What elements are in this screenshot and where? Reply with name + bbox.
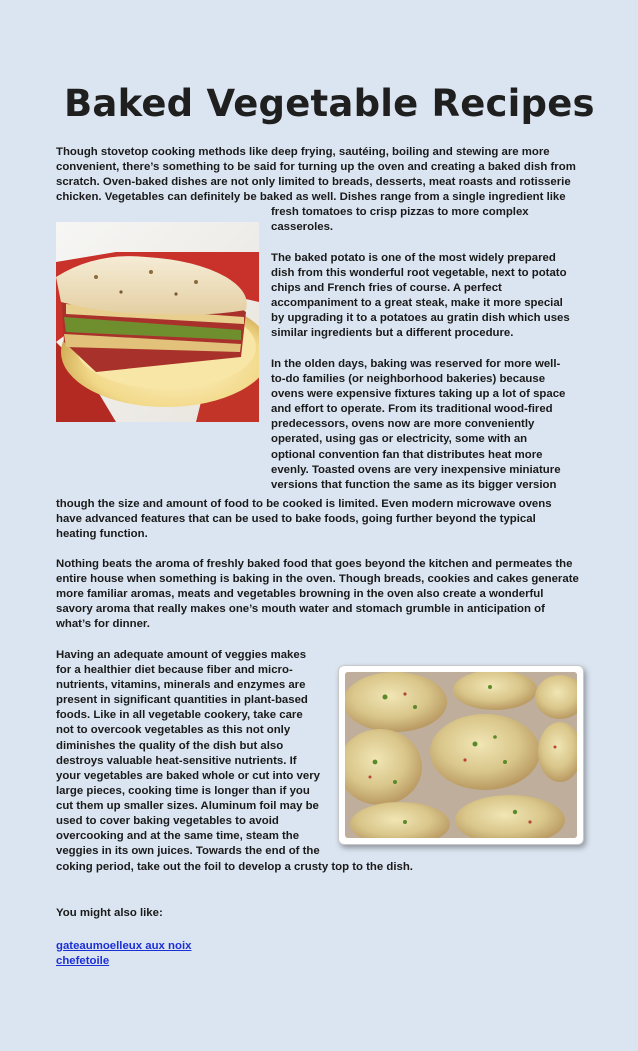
intro-paragraph (56, 145, 576, 205)
column-paragraph-3 (271, 357, 571, 493)
text-line: to-do families (or neighborhood bakeries) because (271, 373, 546, 386)
text-line: foods. Like in all vegetable cookery, take care (56, 709, 303, 722)
veggie-patties-photo (338, 665, 584, 845)
related-links (56, 939, 576, 969)
paragraph-continued (56, 497, 576, 542)
link-gateau[interactable]: gateaumoelleux aux noix (56, 940, 192, 952)
text-line: and effort to operate. From its traditional wood-fired (271, 403, 553, 416)
text-line: present in significant quantities in plant-based (56, 694, 308, 707)
text-line: accompaniment to a great steak, make it more special (271, 297, 563, 310)
text-line: predecessors, ovens now are more conveniently (271, 418, 535, 431)
text-line: your vegetables are baked whole or cut into very (56, 769, 320, 782)
text-line: Though stovetop cooking methods like deep frying, sautéing, boiling and stewing are more (56, 146, 550, 158)
text-line: chips and French fries of course. A perfect (271, 282, 502, 295)
text-line: casseroles. (271, 221, 334, 234)
text-line: though the size and amount of food to be cooked is limited. Even modern microwave ovens (56, 498, 552, 510)
text-line: not to overcook vegetables as this not only (56, 724, 291, 737)
aroma-paragraph (56, 557, 579, 632)
text-line: veggies in its own juices. Towards the end of the (56, 845, 320, 858)
text-line: scratch. Oven-baked dishes are not only limited to breads, desserts, meat roasts and rotisserie (56, 176, 571, 189)
text-line: coking period, take out the foil to develop a crusty top to the dish. (56, 861, 413, 873)
text-line: In the olden days, baking was reserved for more well- (271, 358, 561, 370)
text-line: entire house when something is baking in the oven. Though breads, cookies and cakes generate (56, 573, 579, 586)
text-line: evenly. Toasted ovens are very inexpensive miniature (271, 463, 561, 476)
text-line: optional convention fan that distributes heat more (271, 448, 543, 461)
text-line: versions that function the same as its bigger version (271, 478, 557, 491)
text-line: savory aroma that really makes one’s mouth water and stomach grumble in anticipation of (56, 603, 545, 616)
text-line: have advanced features that can be used to bake foods, going further beyond the typical (56, 513, 536, 526)
page-title: Baked Vegetable Recipes (64, 82, 595, 125)
also-like-heading (56, 906, 576, 921)
column-paragraph-2 (271, 251, 571, 342)
text-line: for a healthier diet because fiber and micro- (56, 664, 293, 677)
veggies-paragraph (56, 648, 320, 859)
text-line: diminishes the quality of the dish but also (56, 739, 284, 752)
text-line: cut them up smaller sizes. Aluminum foil may be (56, 799, 319, 812)
text-line: by upgrading it to a potatoes au gratin dish which uses (271, 312, 570, 325)
text-line: heating function. (56, 528, 148, 541)
veggie-patties-image (345, 672, 577, 838)
text-line: Nothing beats the aroma of freshly baked food that goes beyond the kitchen and permeates the (56, 558, 573, 570)
text-line: overcooking and at the same time, steam the (56, 830, 300, 843)
lasagna-photo (56, 222, 259, 422)
text-line: ovens were expensive fixtures taking up a lot of space (271, 388, 566, 401)
text-line: chicken. Vegetables can definitely be baked as well. Dishes range from a single ingredient like (56, 191, 566, 204)
text-line: large pieces, cooking time is longer than if you (56, 784, 310, 797)
text-line: similar ingredients but a different procedure. (271, 327, 514, 340)
also-like-label: You might also like: (56, 907, 163, 919)
text-line: more familiar aromas, meats and vegetables browning in the oven also create a wonderful (56, 588, 544, 601)
text-line: dish from this wonderful root vegetable, next to potato (271, 267, 567, 280)
text-line: nutrients, vitamins, minerals and enzymes are (56, 679, 306, 692)
text-line: convenient, there’s something to be said for turning up the oven and creating a baked dish from (56, 161, 576, 174)
lasagna-image (56, 222, 259, 422)
text-line: what’s for dinner. (56, 618, 150, 631)
column-paragraph-1 (271, 205, 571, 235)
text-line: The baked potato is one of the most widely prepared (271, 252, 556, 264)
text-line: Having an adequate amount of veggies makes (56, 649, 307, 661)
text-line: operated, using gas or electricity, some with an (271, 433, 528, 446)
text-line: used to cover baking vegetables to avoid (56, 815, 279, 828)
link-chefetoile[interactable]: chefetoile (56, 955, 110, 968)
text-line: destroys valuable heat-sensitive nutrients. If (56, 754, 297, 767)
text-line: fresh tomatoes to crisp pizzas to more complex (271, 206, 529, 218)
closing-line (56, 860, 576, 875)
